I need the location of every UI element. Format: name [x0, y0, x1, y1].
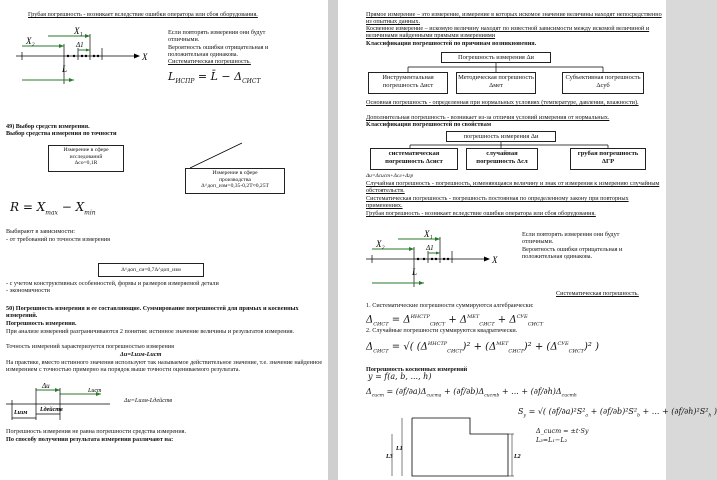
formula-sum: Δи=Δсист+Δсл+Δгр [366, 173, 414, 179]
paragraph: Систематическая погрешность - погрешность постоянная по определенному закону при повторных применениях. [366, 195, 629, 210]
svg-text:X: X [492, 255, 498, 265]
paragraph: Косвенное измерение – искомую величину находят по известной зависимости между искомой величиной и величинами найденными прямыми измерениями [366, 25, 650, 40]
tree1-child: Инструментальная погрешность Δист [368, 72, 448, 94]
part-sketch [382, 414, 522, 480]
gross-error-text: Грубая погрешность - возникает вследствие ошибки оператора или сбоя оборудования. [28, 11, 258, 18]
heading-classification-2: Классификация погрешностей по свойствам [366, 121, 492, 128]
tree2-child: случайная погрешность Δсл [466, 148, 538, 170]
label-du: Δu [42, 382, 50, 390]
research-box: Измерение в сфере исследований Δсо=0,1R [48, 145, 124, 172]
tree2-root: погрешность измерения Δи [446, 131, 556, 142]
formula-error-2: Δи=Lизм-Lдейств [124, 397, 173, 404]
tree1-child: Субъективная погрешность Δсуб [562, 72, 644, 94]
formula-range: $R = X_{max} - X_{min}$ [10, 200, 96, 217]
document-page-left [0, 0, 328, 480]
formula-indirect-1: $\Delta_{сист} = (\partial f/\partial a)\Delta_{систа} + (\partial f/\partial b)\Delta_{систb}$ + ... + $(\partial f/\partial h)\Delta_{систh}$ [366, 387, 577, 399]
formula-t: Δ_сист = ±t·Sy [536, 427, 589, 435]
heading-classification-1: Классификация погрешностей по причинам возникновения. [366, 40, 537, 47]
label-l: L [62, 64, 68, 74]
document-page-right: Прямое измерение – это измерение, измерение в которых искомое значение величины находят непосредственно из опытных данных. Косвенное измерение – искомую величину находят по известной зависимости между искомой величиной и величинами найденными прямыми измерениями Классификация погрешностей по причинам возникновения. Погрешность измерения Δи Инструментальная погрешность Δист Методическая погрешность Δмет Субъективная погрешность Δсуб Основная погрешность - определенная при нормальных условиях (температуре, давлении, влажности). Дополнительная погрешность - возникает из-за отличия условий измерения от нормальных. Классификация погрешностей по свойствам погрешность измерения Δи систематическая погрешность Δсист случайная погрешность Δсл грубая погрешность ΔГР Δи=Δсист+Δсл+Δгр Случайная погрешность - погрешность, изменяющаяся величину и знак от измерения к измерению случайным обстоятельств. Систематическая погрешность - погрешность постоянная по определенному закону при повторных применениях. Грубая погрешность - возникает вследствие ошибки оператора или сбоя оборудования. X₁ X₂ Δ1 L X Если повторять измерения они будут отличными. Вероятность ошибки отрицательная и положительная одинакова. Систематическая погрешность. 1. Систематические погрешности суммируются алгебраически: $\Delta_{СИСТ} = \Delta^{ИНСТР}_{СИСТ} + \Delta^{МЕТ}_{СИСТ} + \Delta^{СУБ}_{СИСТ}$ 2. Случайные погрешности суммируются квадратически. $\Delta_{СИСТ}$ = √( $(\Delta^{ИНСТР}_{СИСТ})^2 + (\Delta^{МЕТ}_{СИСТ})^2 + (\Delta^{СУБ}_{СИСТ})^2$ ) Погрешность косвенных измерений y = f(a, b, ..., h) $\Delta_{сист} = (\partial f/\partial a)\Delta_{систа} + (\partial f/\partial b)\Delta_{систb}$ + ... + $(\partial f/\partial h)\Delta_{систh}$ $S_y$ = √( $(\partial f/\partial a)^2S^2_a + (\partial f/\partial b)^2S^2_b$ + ... + $(\partial f/\partial h)^2S^2_h$ ) Δ_сист = ±t·Sy L₃=L₁−L₂ L3 L1 L2 [338, 0, 666, 480]
desc-line: Систематическая погрешность. [168, 58, 251, 65]
paragraph: Дополнительная погрешность - возникает из-за отличия условий измерения от нормальных. [366, 114, 610, 121]
dep-text: - с учетом конструктивных особенностей, формы и размеров измеряемой детали [6, 280, 219, 287]
desc-line: Если повторять измерения они будут [168, 29, 266, 36]
formula-corrected: $L_{ИСПР}$ = L̄ − $\Delta_{СИСТ}$ [168, 70, 261, 86]
subheading-50: Погрешность измерения. [6, 320, 77, 327]
error-diagram [16, 22, 161, 92]
tree2-connectors [338, 0, 666, 160]
label-x1: X₁ [74, 26, 83, 36]
tree1-child: Методическая погрешность Δмет [456, 72, 536, 94]
formula-y: y = f(a, b, ..., h) [368, 372, 432, 381]
si-box: Δ^доп_си=0,7Δ^доп_изм [98, 263, 204, 277]
desc-line: отличными. [168, 36, 200, 43]
label-lизм: Lизм [14, 410, 28, 416]
tree2-child: систематическая погрешность Δсист [370, 148, 458, 170]
heading-50: 50) Погрешность измерения и ее составляющие. Суммирование погрешностей для прямых и косвенных измерений. [6, 305, 299, 320]
error-diagram-2 [6, 380, 116, 424]
svg-text:L: L [412, 267, 418, 277]
paragraph: На практике, вместо истинного значения используют так называемое действительное значение, т.е. значение найденное измерением с точностью примерно на порядок выше точности оцениваемого результата. [6, 359, 323, 374]
label-delta1: Δ1 [76, 41, 84, 49]
heading-indirect: Погрешность косвенных измерений [366, 366, 468, 373]
error-diagram-right [366, 225, 526, 295]
svg-text:Δ1: Δ1 [426, 244, 434, 252]
dep-text: Выбирают в зависимости: [6, 228, 75, 235]
tree1-root: Погрешность измерения Δи [441, 52, 551, 63]
formula-sys-sum: $\Delta_{СИСТ} = \Delta^{ИНСТР}_{СИСТ} + \Delta^{МЕТ}_{СИСТ} + \Delta^{СУБ}_{СИСТ}$ [366, 314, 544, 328]
paragraph: По способу получения результата измерения различают на: [6, 436, 174, 443]
paragraph: Случайная погрешность - погрешность, изменяющаяся величину и знак от измерения к измерению случайным обстоятельств. [366, 180, 660, 195]
svg-text:X₁: X₁ [424, 229, 433, 239]
paragraph: Прямое измерение – это измерение, измерение в которых искомое значение величины находят непосредственно из опытных данных. [366, 11, 662, 26]
label-lдейств: Lдейств [40, 407, 63, 413]
svg-text:X₂: X₂ [376, 239, 385, 249]
sum-rule-1: 1. Систематические погрешности суммируются алгебраически: [366, 302, 534, 309]
tree2-child: грубая погрешность ΔГР [570, 148, 646, 170]
formula-rand-sum: $\Delta_{СИСТ}$ = √( $(\Delta^{ИНСТР}_{СИСТ})^2 + (\Delta^{МЕТ}_{СИСТ})^2 + (\Delta^{СУБ}_{СИСТ})^2$ ) [366, 341, 600, 355]
paragraph: Грубая погрешность - возникает вследствие ошибки оператора или сбоя оборудования. [366, 210, 596, 217]
dep-text: - экономичности [6, 287, 50, 294]
subheading-49: Выбор средства измерения по точности [6, 130, 117, 137]
formula-error: Δи=Lизм-Lист [120, 351, 162, 358]
dep-text: - от требований по точности измерения [6, 236, 110, 243]
desc-line: положительная одинакова. [168, 51, 239, 58]
paragraph: При анализе измерений разграничиваются 2 понятия: истинное значение величины и результатов измерения. [6, 328, 295, 335]
label-l1: L1 [396, 446, 403, 452]
production-box: Измерение в сфере производства Δ^доп_изм=0,35-0,2T≈0,25T [185, 168, 285, 194]
formula-indirect-2: $S_y$ = √( $(\partial f/\partial a)^2S^2_a + (\partial f/\partial b)^2S^2_b$ + ... + $(\partial f/\partial h)^2S^2_h$ ) [518, 407, 717, 419]
paragraph: Точность измерений характеризуется погрешностью измерения [6, 343, 174, 350]
label-l2: L2 [514, 454, 521, 460]
label-lист: Lист [88, 388, 102, 394]
label-x2: X₂ [26, 36, 35, 46]
paragraph: Основная погрешность - определенная при нормальных условиях (температуре, давлении, влажности). [366, 99, 639, 106]
sum-rule-2: 2. Случайные погрешности суммируются квадратически. [366, 327, 518, 334]
paragraph: Погрешность измерения не равна погрешности средства измерения. [6, 428, 187, 435]
systematic-label: Систематическая погрешность. [556, 290, 639, 297]
page-gap [328, 0, 338, 480]
label-l3: L3 [386, 454, 393, 460]
label-x: X [142, 52, 148, 62]
heading-49: 49) Выбор средств измерения. [6, 123, 90, 130]
desc-line: Вероятность ошибки отрицательная и [168, 44, 269, 51]
formula-l3: L₃=L₁−L₂ [536, 436, 568, 444]
